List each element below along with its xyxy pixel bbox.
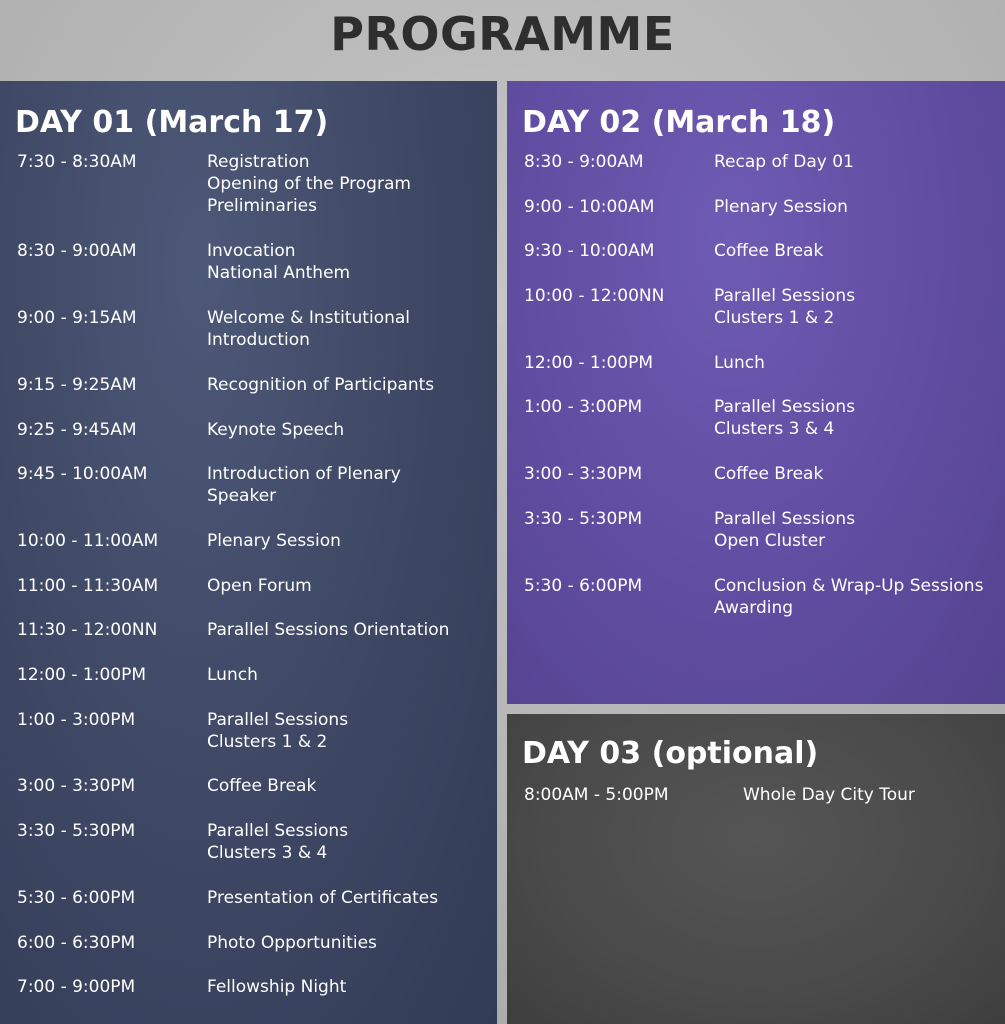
day-01-heading: DAY 01 (March 17) bbox=[15, 105, 329, 140]
schedule-time: 8:30 - 9:00AM bbox=[17, 241, 137, 262]
schedule-time: 7:30 - 8:30AM bbox=[17, 152, 137, 172]
schedule-activity bbox=[207, 775, 316, 797]
schedule-activity bbox=[714, 508, 855, 552]
activity-line: Registration bbox=[207, 152, 310, 172]
page-title: PROGRAMME bbox=[330, 7, 675, 61]
day-03-panel bbox=[507, 714, 1005, 1024]
activity-line: Introduction bbox=[207, 330, 310, 351]
activity-line: Whole Day City Tour bbox=[743, 785, 915, 805]
activity-line: Parallel Sessions bbox=[207, 709, 349, 730]
schedule-time: 10:00 - 12:00NN bbox=[524, 285, 665, 306]
activity-line: Coffee Break bbox=[207, 776, 317, 797]
schedule-activity bbox=[207, 419, 344, 441]
activity-line: Opening of the Program bbox=[207, 174, 411, 194]
activity-line: Plenary Session bbox=[714, 196, 848, 217]
schedule-activity bbox=[207, 463, 401, 507]
activity-line: Open Cluster bbox=[714, 530, 826, 551]
activity-line: Awarding bbox=[714, 597, 794, 618]
schedule-time: 5:30 - 6:00PM bbox=[524, 575, 643, 596]
activity-line: Clusters 1 & 2 bbox=[207, 731, 328, 752]
schedule-activity bbox=[714, 196, 848, 218]
schedule-time: 9:00 - 9:15AM bbox=[17, 308, 137, 329]
activity-line: Parallel Sessions bbox=[714, 285, 856, 306]
activity-line: Lunch bbox=[207, 664, 258, 685]
activity-line: Clusters 3 & 4 bbox=[714, 419, 835, 440]
schedule-activity bbox=[207, 575, 312, 597]
activity-line: Parallel Sessions Orientation bbox=[207, 620, 450, 641]
schedule-activity bbox=[207, 709, 348, 753]
day-02-heading: DAY 02 (March 18) bbox=[522, 105, 836, 140]
schedule-time: 3:30 - 5:30PM bbox=[524, 508, 643, 529]
schedule-activity bbox=[714, 463, 823, 485]
schedule-time: 9:15 - 9:25AM bbox=[17, 375, 137, 395]
activity-line: Speaker bbox=[207, 486, 277, 507]
schedule-time: 9:45 - 10:00AM bbox=[17, 464, 148, 485]
activity-line: Clusters 1 & 2 bbox=[714, 307, 835, 328]
activity-line: Coffee Break bbox=[714, 241, 824, 262]
activity-line: Keynote Speech bbox=[207, 419, 345, 440]
schedule-activity bbox=[714, 352, 765, 374]
day-02-panel bbox=[507, 81, 1005, 704]
schedule-activity bbox=[207, 976, 346, 998]
activity-line: Recap of Day 01 bbox=[714, 152, 854, 172]
schedule-time: 9:30 - 10:00AM bbox=[524, 241, 655, 262]
schedule-time: 3:00 - 3:30PM bbox=[524, 464, 643, 485]
schedule-activity bbox=[207, 887, 438, 909]
activity-line: Welcome & Institutional bbox=[207, 308, 411, 329]
activity-line: Preliminaries bbox=[207, 196, 317, 216]
schedule-time: 3:30 - 5:30PM bbox=[17, 821, 136, 841]
activity-line: Coffee Break bbox=[714, 464, 824, 485]
schedule-activity bbox=[714, 240, 823, 262]
activity-line: Clusters 3 & 4 bbox=[207, 843, 328, 863]
activity-line: Lunch bbox=[714, 352, 765, 373]
activity-line: Invocation bbox=[207, 241, 296, 262]
schedule-time: 1:00 - 3:00PM bbox=[524, 397, 643, 418]
activity-line: Open Forum bbox=[207, 575, 312, 596]
schedule-time: 7:00 - 9:00PM bbox=[17, 977, 136, 998]
schedule-activity bbox=[743, 784, 915, 806]
schedule-time: 11:30 - 12:00NN bbox=[17, 620, 158, 641]
schedule-activity bbox=[207, 820, 348, 864]
schedule-activity bbox=[207, 664, 258, 686]
schedule-time: 8:30 - 9:00AM bbox=[524, 152, 644, 172]
schedule-time: 11:00 - 11:30AM bbox=[17, 575, 159, 596]
schedule-time: 12:00 - 1:00PM bbox=[17, 664, 147, 685]
schedule-time: 3:00 - 3:30PM bbox=[17, 776, 136, 797]
schedule-activity bbox=[207, 240, 350, 284]
activity-line: Parallel Sessions bbox=[714, 508, 856, 529]
activity-line: Recognition of Participants bbox=[207, 375, 435, 395]
schedule-time: 10:00 - 11:00AM bbox=[17, 531, 159, 552]
schedule-activity bbox=[207, 151, 411, 217]
schedule-activity bbox=[207, 932, 377, 954]
schedule-activity bbox=[714, 575, 983, 619]
schedule-activity bbox=[207, 619, 449, 641]
day-03-heading: DAY 03 (optional) bbox=[522, 736, 819, 771]
activity-line: National Anthem bbox=[207, 263, 351, 284]
schedule-time: 6:00 - 6:30PM bbox=[17, 932, 136, 953]
schedule-time: 1:00 - 3:00PM bbox=[17, 709, 136, 730]
activity-line: Plenary Session bbox=[207, 531, 341, 552]
schedule-activity bbox=[714, 285, 855, 329]
schedule-activity bbox=[714, 396, 855, 440]
schedule-time: 8:00AM - 5:00PM bbox=[524, 785, 669, 805]
activity-line: Parallel Sessions bbox=[207, 821, 349, 841]
activity-line: Fellowship Night bbox=[207, 977, 347, 998]
schedule-time: 12:00 - 1:00PM bbox=[524, 352, 654, 373]
schedule-activity bbox=[207, 307, 410, 351]
schedule-time: 9:00 - 10:00AM bbox=[524, 196, 655, 217]
schedule-activity bbox=[207, 530, 341, 552]
schedule-time: 5:30 - 6:00PM bbox=[17, 887, 136, 908]
schedule-activity bbox=[714, 151, 854, 173]
schedule-time: 9:25 - 9:45AM bbox=[17, 419, 137, 440]
activity-line: Presentation of Certificates bbox=[207, 887, 439, 908]
schedule-activity bbox=[207, 374, 434, 396]
activity-line: Parallel Sessions bbox=[714, 397, 856, 418]
activity-line: Introduction of Plenary bbox=[207, 464, 401, 485]
activity-line: Photo Opportunities bbox=[207, 932, 377, 953]
activity-line: Conclusion & Wrap-Up Sessions bbox=[714, 575, 984, 596]
day-01-panel bbox=[0, 81, 497, 1024]
